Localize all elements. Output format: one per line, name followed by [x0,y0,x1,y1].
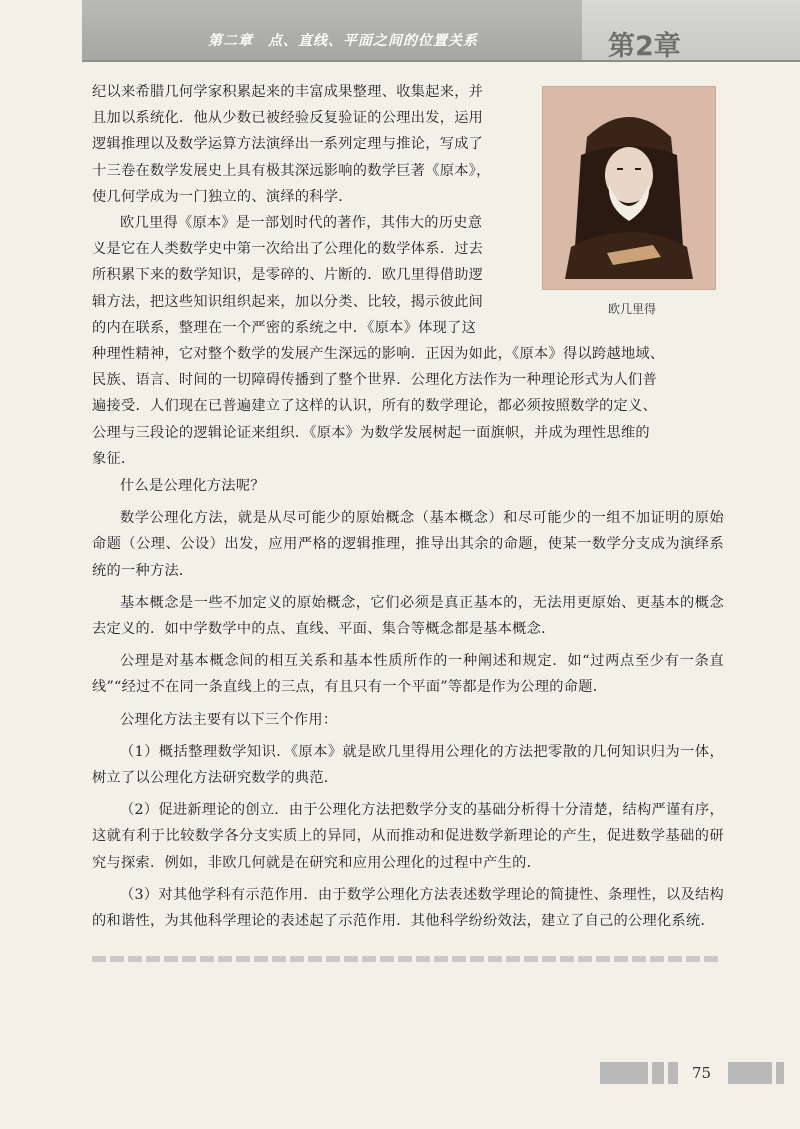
page-number: 75 [692,1064,712,1082]
full-width-text [92,341,728,472]
euclid-portrait [542,86,716,290]
text-line: 象征． [92,450,136,467]
footer-bar [652,1062,664,1084]
running-title: 第二章 点、直线、平面之间的位置关系 [208,33,478,49]
footer-bar [728,1062,772,1084]
footer-bar [668,1062,678,1084]
figure-caption: 欧几里得 [608,302,657,316]
text-line: 纪以来希腊几何学家积累起来的丰富成果整理、收集起来，并 [92,84,484,100]
euclid-portrait-icon [557,97,701,279]
paragraph: （2）促进新理论的创立．由于公理化方法把数学分支的基础分析得十分清楚，结构严谨有序，这就有利于比较数学各分支实质上的异同，从而推动和促进数学新理论的产生，促进数学基础的研究与探索．例如，非欧几何就是在研究和应用公理化的过程中产生的． [92,802,724,871]
text-line: 义是它在人类数学史中第一次给出了公理化的数学体系．过去 [92,241,484,258]
section-divider [92,956,722,962]
text-line: 遍接受．人们现在已普遍建立了这样的认识，所有的数学理论，都必须按照数学的定义、 [92,398,658,415]
paragraph: （1）概括整理数学知识．《原本》就是欧几里得用公理化的方法把零散的几何知识归为一体，树立了以公理化方法研究数学的典范． [92,743,724,787]
paragraph: （3）对其他学科有示范作用．由于数学公理化方法表述数学理论的简捷性、条理性，以及结构的和谐性，为其他科学理论的表述起了示范作用．其他科学纷纷效法，建立了自己的公理化系统． [92,886,724,930]
text-line: 辑方法，把这些知识组织起来，加以分类、比较，揭示彼此间 [92,293,484,310]
text-line: 民族、语言、时间的一切障碍传播到了整个世界．公理化方法作为一种理论形式为人们普 [92,372,658,389]
text-line: 的内在联系，整理在一个严密的系统之中．《原本》体现了这 [92,319,477,336]
text-line: 且加以系统化．他从少数已被经验反复验证的公理出发，运用 [92,110,484,127]
paragraph: 数学公理化方法，就是从尽可能少的原始概念（基本概念）和尽可能少的一组不加证明的原始命题（公理、公设）出发，应用严格的逻辑推理，推导出其余的命题，使某一数学分支成为演绎系统的一种方法． [92,510,724,579]
text-line: 欧几里得《原本》是一部划时代的著作，其伟大的历史意 [120,215,483,232]
body-paragraphs [92,473,724,940]
text-line: 使几何学成为一门独立的、演绎的科学． [92,188,353,205]
text-line: 逻辑推理以及数学运算方法演绎出一系列定理与推论，写成了 [92,136,484,153]
paragraph: 什么是公理化方法呢？ [120,478,265,494]
paragraph: 公理是对基本概念间的相互关系和基本性质所作的一种阐述和规定．如“过两点至少有一条直线”“经过不在同一条直线上的三点，有且只有一个平面”等都是作为公理的命题． [92,653,724,696]
paragraph: 公理化方法主要有以下三个作用： [120,711,338,728]
wrapped-text [92,79,526,341]
text-line: 所积累下来的数学知识，是零碎的、片断的．欧几里得借助逻 [92,267,484,284]
footer-bar [600,1062,648,1084]
text-line: 公理与三段论的逻辑论证来组织．《原本》为数学发展树起一面旗帜，并成为理性思维的 [92,424,650,441]
text-line: 种理性精神，它对整个数学的发展产生深远的影响．正因为如此，《原本》得以跨越地域、 [92,346,665,362]
text-line: 十三卷在数学发展史上具有极其深远影响的数学巨著《原本》， [92,162,491,179]
footer-bar [776,1062,784,1084]
paragraph: 基本概念是一些不加定义的原始概念，它们必须是真正基本的，无法用更原始、更基本的概念去定义的．如中学数学中的点、直线、平面、集合等概念都是基本概念． [92,594,724,638]
chapter-label: 第2章 [608,31,681,62]
